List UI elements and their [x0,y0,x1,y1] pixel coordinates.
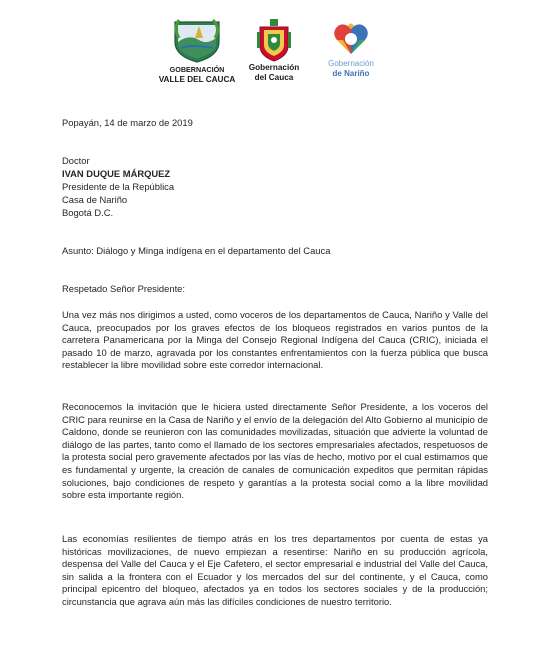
letter-date: Popayán, 14 de marzo de 2019 [62,117,193,128]
recipient-city: Bogotá D.C. [62,207,114,218]
cauca-logo-line2: del Cauca [254,73,294,82]
letter-subject: Asunto: Diálogo y Minga indígena en el departamento del Cauca [62,245,331,256]
cauca-coat-of-arms-icon [254,18,294,62]
paragraph-3: Las economías resilientes de tiempo atrás en los tres departamentos por cuenta de estas ya históricas movilizaciones, de nuevo empiezan a resentirse: Nariño en su producción agrícola, despensa del Valle del Cauca y el Eje Cafetero, el sector empresarial e industrial del Valle del Cauca, sin salida a la frontera con el Ecuador y los mercados del sur del continente, y el Cauca, como principal epicentro del bloqueo, afectados ya en todos los sectores sociales y de la producción; circunstancia que agrava aún más las difíciles condiciones de nuestro territorio. [62,533,488,607]
cauca-logo-line1: Gobernación [248,63,300,72]
valle-logo-line2: VALLE DEL CAUCA [158,75,236,84]
logo-gobernacion-narino [315,18,387,78]
valle-shield-icon [169,18,225,64]
narino-logo-line1: Gobernación [328,59,374,68]
logo-gobernacion-cauca [243,18,305,82]
narino-heart-icon [331,18,371,58]
valle-logo-line1: GOBERNACIÓN [169,65,225,74]
paragraph-2: Reconocemos la invitación que le hiciera usted directamente Señor Presidente, a los voceros del CRIC para reunirse en la Casa de Nariño y el envío de la delegación del Alto Gobierno al municipio de Caldono, donde se reunieron con las comunidades movilizadas, situación que advierte la voluntad de diálogo de las partes, tanto como el llamado de los sectores empresariales afectados, respetuosos de la protesta social pero gravemente afectados por las vías de hecho, motivo por el cual estimamos que es fundamental y urgente, la creación de canales de comunicación expeditos que permitan rápidas soluciones, bajo condiciones de respeto y garantías a la protesta social como a la libre movilidad sobre esta importante región. [62,401,488,501]
letter-greeting: Respetado Señor Presidente: [62,283,185,294]
logo-gobernacion-valle [142,18,252,84]
recipient-title: Doctor [62,155,90,166]
recipient-name: IVAN DUQUE MÁRQUEZ [62,168,171,179]
recipient-role: Presidente de la República [62,181,175,192]
narino-logo-line2: de Nariño [332,69,370,78]
header-logos [0,18,545,88]
recipient-org: Casa de Nariño [62,194,128,205]
paragraph-1: Una vez más nos dirigimos a usted, como voceros de los departamentos de Cauca, Nariño y Valle del Cauca, preocupados por los graves efectos de los bloqueos registrados en varios puntos de la carretera Panamericana por la Minga del Consejo Regional Indígena del Cauca (CRIC), iniciada el pasado 10 de marzo, agravada por los constantes enfrentamientos con la fuerza pública que busca restablecer la libre movilidad sobre este corredor internacional. [62,309,488,371]
